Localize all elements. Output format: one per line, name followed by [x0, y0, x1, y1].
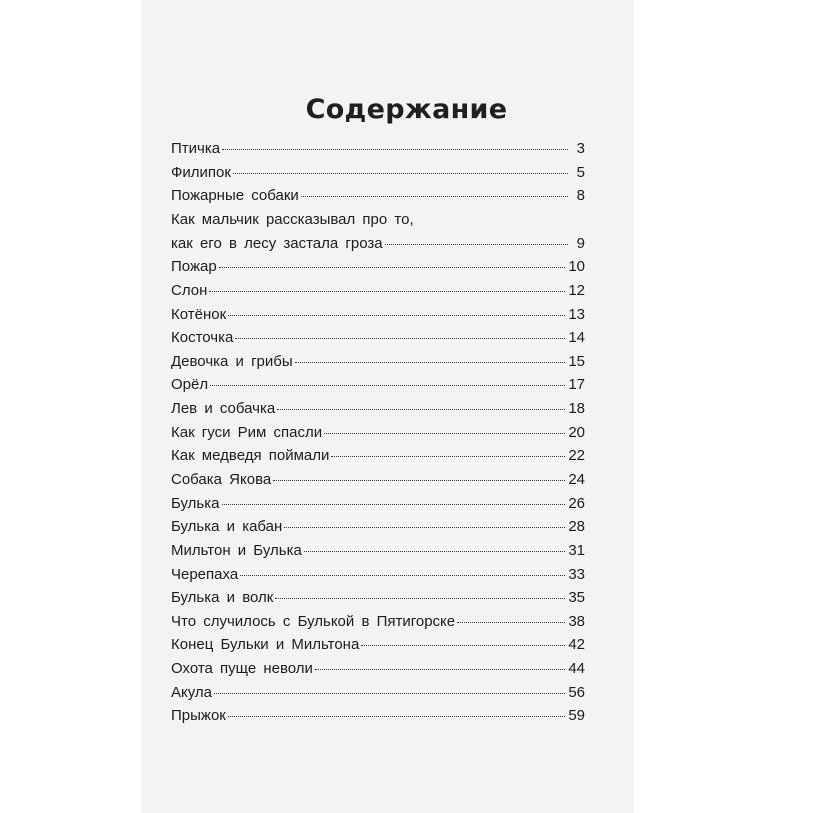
- toc-page-number: 20: [568, 423, 585, 441]
- dot-leader: [361, 645, 565, 646]
- toc-page-number: 8: [576, 187, 585, 205]
- dot-leader: [228, 716, 565, 717]
- table-of-contents: [171, 137, 585, 728]
- dot-leader: [324, 433, 565, 434]
- dot-leader: [209, 291, 565, 292]
- toc-entry: [171, 255, 585, 279]
- toc-entry-title: Филипок: [171, 163, 231, 181]
- toc-page-number: 56: [568, 683, 585, 701]
- page-title: Содержание: [305, 94, 508, 126]
- toc-page-number: 5: [576, 163, 585, 181]
- dot-leader: [273, 480, 565, 481]
- toc-page-number: 42: [568, 636, 585, 654]
- toc-page-number: 10: [568, 258, 585, 276]
- toc-entry-title: Орёл: [171, 376, 209, 394]
- toc-entry: [171, 563, 585, 587]
- toc-entry-title: Птичка: [171, 140, 221, 157]
- toc-entry: [171, 539, 585, 563]
- dot-leader: [331, 456, 565, 457]
- toc-entry-title: Охота пуще неволи: [171, 660, 313, 678]
- dot-leader: [457, 622, 565, 623]
- toc-entry: [171, 137, 585, 161]
- toc-page-number: 28: [568, 518, 585, 536]
- toc-entry-title: Конец Бульки и Мильтона: [171, 636, 360, 654]
- toc-page-number: 31: [568, 541, 585, 559]
- toc-page-number: 59: [568, 707, 585, 725]
- dot-leader: [222, 149, 568, 150]
- dot-leader: [315, 669, 565, 670]
- toc-entry: [171, 421, 585, 445]
- dot-leader: [284, 527, 565, 528]
- toc-entry: [171, 184, 585, 208]
- dot-leader: [240, 575, 565, 576]
- toc-entry-title: Акула: [171, 683, 213, 701]
- toc-entry-title: Пожар: [171, 258, 217, 276]
- toc-entry-title: Булька и кабан: [171, 518, 283, 536]
- toc-entry: [171, 468, 585, 492]
- toc-entry-title: Что случилось с Булькой в Пятигорске: [171, 612, 456, 630]
- toc-entry: [171, 610, 585, 634]
- toc-entry: [171, 208, 585, 255]
- toc-entry-title: Черепаха: [171, 565, 239, 583]
- toc-entry: [171, 373, 585, 397]
- toc-entry-title: Мильтон и Булька: [171, 541, 302, 559]
- toc-entry-title: Котёнок: [171, 305, 227, 323]
- toc-entry-title: Лев и собачка: [171, 400, 276, 418]
- toc-page-number: 12: [568, 281, 585, 299]
- toc-page-number: 13: [568, 305, 585, 323]
- dot-leader: [228, 315, 565, 316]
- toc-entry: [171, 279, 585, 303]
- toc-entry-title: Булька: [171, 494, 220, 512]
- dot-leader: [210, 385, 565, 386]
- toc-entry: [171, 350, 585, 374]
- toc-entry: [171, 444, 585, 468]
- dot-leader: [222, 504, 566, 505]
- dot-leader: [385, 244, 568, 245]
- toc-entry-title-line2: как его в лесу застала гроза: [171, 234, 383, 252]
- toc-entry-title-line1: Как мальчик рассказывал про то,: [171, 210, 414, 228]
- toc-entry: [171, 492, 585, 516]
- toc-entry: [171, 397, 585, 421]
- toc-page-number: 22: [568, 447, 585, 465]
- toc-entry: [171, 633, 585, 657]
- dot-leader: [214, 693, 565, 694]
- toc-page-number: 24: [568, 470, 585, 488]
- dot-leader: [301, 196, 568, 197]
- toc-page-number: 26: [568, 494, 585, 512]
- toc-entry-title: Пожарные собаки: [171, 187, 299, 205]
- toc-entry-title: Девочка и грибы: [171, 352, 293, 370]
- toc-entry-title: Собака Якова: [171, 470, 272, 488]
- toc-page-number: 14: [568, 329, 585, 347]
- toc-entry-title: Слон: [171, 281, 208, 299]
- toc-page-number: 15: [568, 352, 585, 370]
- toc-page-number: 35: [568, 589, 585, 607]
- toc-page-number: 33: [568, 565, 585, 583]
- dot-leader: [233, 173, 568, 174]
- toc-entry: [171, 704, 585, 728]
- toc-entry: [171, 586, 585, 610]
- toc-entry-title: Косточка: [171, 329, 234, 347]
- toc-entry: [171, 161, 585, 185]
- toc-page-number: 17: [568, 376, 585, 394]
- toc-page-number: 18: [568, 400, 585, 418]
- toc-page-number: 44: [568, 660, 585, 678]
- toc-entry: [171, 326, 585, 350]
- dot-leader: [277, 409, 565, 410]
- dot-leader: [275, 598, 565, 599]
- toc-entry: [171, 657, 585, 681]
- dot-leader: [295, 362, 566, 363]
- toc-entry: [171, 515, 585, 539]
- toc-page-number: 9: [576, 234, 585, 252]
- toc-page-number: 38: [568, 612, 585, 630]
- toc-entry-title: Как гуси Рим спасли: [171, 423, 323, 441]
- toc-page-number: 3: [576, 140, 585, 157]
- toc-entry: [171, 681, 585, 705]
- dot-leader: [219, 267, 566, 268]
- toc-entry-title: Булька и волк: [171, 589, 274, 607]
- toc-entry-title: Как медведя поймали: [171, 447, 330, 465]
- dot-leader: [235, 338, 565, 339]
- toc-entry-title: Прыжок: [171, 707, 226, 725]
- dot-leader: [304, 551, 566, 552]
- toc-entry: [171, 303, 585, 327]
